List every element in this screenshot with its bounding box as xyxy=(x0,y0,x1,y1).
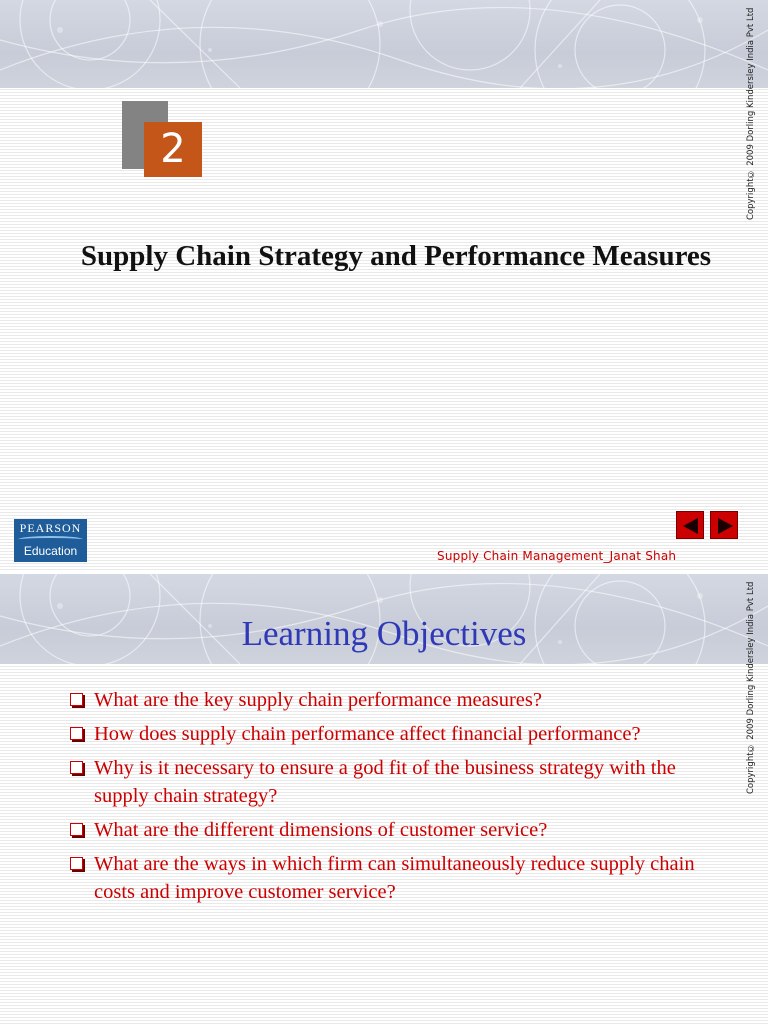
objective-item xyxy=(68,754,708,810)
hollow-square-bullet-icon xyxy=(70,693,83,706)
objective-text: Why is it necessary to ensure a god fit of the business strategy with the supply chain strategy? xyxy=(94,757,676,807)
pearson-education-logo xyxy=(14,519,87,562)
next-slide-button[interactable] xyxy=(710,511,738,539)
header-banner xyxy=(0,574,768,664)
footer-course-title: Supply Chain Management_Janat Shah xyxy=(437,549,677,563)
hollow-square-bullet-icon xyxy=(70,761,83,774)
left-arrow-icon xyxy=(677,512,705,540)
objective-item xyxy=(68,816,708,844)
logo-line-1: PEARSON xyxy=(19,521,82,535)
objectives-list xyxy=(68,686,708,912)
header-banner xyxy=(0,0,768,88)
hollow-square-bullet-icon xyxy=(70,727,83,740)
objective-text: What are the key supply chain performance measures? xyxy=(94,689,542,711)
objective-item xyxy=(68,850,708,906)
hollow-square-bullet-icon xyxy=(70,823,83,836)
learning-objectives-slide xyxy=(0,574,768,1024)
objective-text: How does supply chain performance affect financial performance? xyxy=(94,723,641,745)
logo-wave xyxy=(18,536,83,543)
slide-title: Learning Objectives xyxy=(241,614,527,653)
previous-slide-button[interactable] xyxy=(676,511,704,539)
right-arrow-icon xyxy=(711,512,739,540)
objective-item xyxy=(68,686,708,714)
copyright-notice: Copyright© 2009 Dorling Kindersley India Pvt Ltd xyxy=(746,582,756,795)
objective-text: What are the ways in which firm can simultaneously reduce supply chain costs and improve customer service? xyxy=(94,853,695,903)
objective-text: What are the different dimensions of customer service? xyxy=(94,819,548,841)
logo-line-2: Education xyxy=(23,544,78,558)
chapter-number: 2 xyxy=(144,122,202,177)
slide-title: Supply Chain Strategy and Performance Measures xyxy=(80,240,712,272)
banner-decoration xyxy=(0,0,768,88)
copyright-notice: Copyright© 2009 Dorling Kindersley India Pvt Ltd xyxy=(746,8,756,221)
objective-item xyxy=(68,720,708,748)
chapter-badge xyxy=(122,101,202,177)
hollow-square-bullet-icon xyxy=(70,857,83,870)
